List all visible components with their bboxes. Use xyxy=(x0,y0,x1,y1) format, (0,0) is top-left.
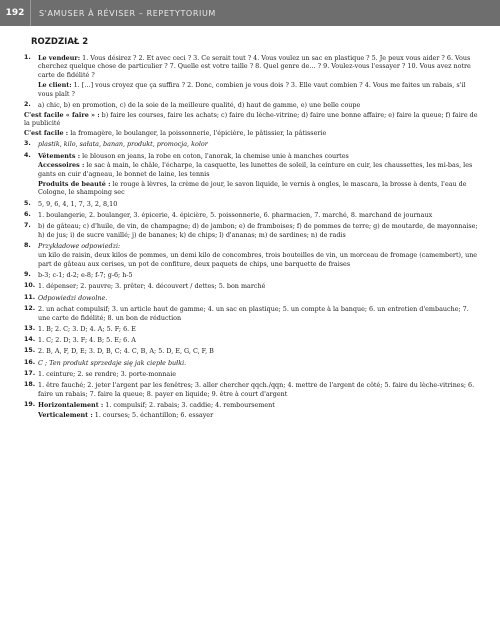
vertical-line xyxy=(38,411,478,420)
exercise-number: 4. xyxy=(24,151,31,159)
exercise-16 xyxy=(24,358,478,368)
answer-text: 1. dépenser; 2. pauvre; 3. prêter; 4. découvert / dettes; 5. bon marché xyxy=(38,282,266,291)
exercise-17 xyxy=(24,370,478,379)
exercise-number: 16. xyxy=(24,358,36,366)
exercise-19 xyxy=(24,401,478,419)
beauty-label: Produits de beauté : xyxy=(38,179,111,188)
easy-shops-text: la fromagère, le boulanger, la poissonnerie, l'épicière, le pâtissier, la pâtisserie xyxy=(70,128,327,137)
exercise-8 xyxy=(24,242,478,268)
clothes-text: le blouson en jeans, la robe en coton, l'anorak, la chemise unie à manches courtes xyxy=(82,151,349,160)
exercise-9 xyxy=(24,270,478,280)
answer-text: C ; Ten produkt sprzedaje się jak ciepłe bułki. xyxy=(38,358,187,367)
exercise-number: 13. xyxy=(24,324,36,332)
answer-text: 5, 9, 6, 4, 1, 7, 3, 2, 8,10 xyxy=(38,199,118,208)
sample-answers-label: Przykładowe odpowiedzi: xyxy=(38,242,121,251)
clothes-label: Vêtements : xyxy=(38,151,81,160)
exercise-6 xyxy=(24,210,478,220)
beauty-text: le rouge à lèvres, la crème de jour, le savon liquide, le vernis à ongles, le mascara, la brosse à dents, l'eau de Cologne, le shampoing sec xyxy=(38,179,467,197)
horizontal-line xyxy=(38,401,478,410)
exercise-number: 17. xyxy=(24,370,36,377)
answer-text: 1. boulangerie, 2. boulanger, 3. épicerie, 4. épicière, 5. poissonnerie, 6. pharmacien, 7. marché, 8. marchand de journaux xyxy=(38,210,433,219)
chapter-title: ROZDZIAŁ 2 xyxy=(31,37,89,47)
exercise-1 xyxy=(24,53,478,99)
easy-faire-label: C'est facile « faire » : xyxy=(24,110,100,119)
answer-text: b) de gâteau; c) d'huile, de vin, de champagne; d) de jambon; e) de framboises; f) de pommes de terre; g) de moutarde, de mayonnaise; h) de jus; i) de sucre vanillé; j) de bananes; k) de chips; l) d'ananas; m) de sardines; n) de radis xyxy=(38,222,478,239)
exercise-number: 19. xyxy=(24,401,36,409)
exercise-number: 1. xyxy=(24,53,31,61)
answer-text: plastik, kilo, sałata, banan, produkt, promocja, kolor xyxy=(38,140,208,149)
exercise-number: 18. xyxy=(24,381,36,389)
exercise-11 xyxy=(24,293,478,303)
exercise-number: 6. xyxy=(24,210,31,218)
exercise-4 xyxy=(24,151,478,198)
exercise-18 xyxy=(24,381,478,398)
answer-text: un kilo de raisin, deux kilos de pommes, un demi kilo de concombres, trois bouteilles de vin, un morceau de fromage (camembert), une part de gâteau aux cerises, un pot de confiture, deux paquets de chips, une barquette de fraises xyxy=(38,250,478,268)
seller-lines xyxy=(38,54,478,80)
accessories-label: Accessoires : xyxy=(38,161,85,170)
exercise-number: 15. xyxy=(24,347,36,355)
exercise-14 xyxy=(24,336,478,345)
seller-text: 1. Vous désirez ? 2. Et avec ceci ? 3. Ce serait tout ? 4. Vous voulez un sac en plastique ? 5. Je peux vous aider ? 6. Vous cherchez quelque chose de particulier ? 7. Quelle est votre taille ? 8. Quel genre de… ? 9. Voulez-vous l'essayer ? 10. Vous avez notre carte de fidélité ? xyxy=(38,53,471,80)
answer-text: 2. B, A, F, D, E; 3. D, B, C; 4. C, B, A; 5. D, E, G, C, F, B xyxy=(38,347,214,356)
horizontal-label: Horizontalement : xyxy=(38,401,104,410)
page-header xyxy=(0,0,500,26)
clothes-line xyxy=(38,152,478,161)
exercise-7 xyxy=(24,222,478,239)
exercise-2 xyxy=(24,100,478,138)
easy-shops-line xyxy=(24,129,478,138)
exercise-number: 3. xyxy=(24,140,31,148)
answer-text: a) chic, b) en promotion, c) de la soie de la meilleure qualité, d) haut de gamme, e) une belle coupe xyxy=(38,100,361,109)
answer-text: 1. ceinture; 2. se rendre; 3. porte-monnaie xyxy=(38,370,177,378)
exercise-number: 7. xyxy=(24,222,31,230)
exercise-number: 9. xyxy=(24,270,31,278)
vertical-text: 1. courses; 5. échantillon; 6. essayer xyxy=(94,411,214,419)
exercise-5 xyxy=(24,199,478,209)
running-title: S'AMUSER À RÉVISER – REPETYTORIUM xyxy=(39,8,216,18)
page-number: 192 xyxy=(5,8,25,18)
easy-shops-label: C'est facile : xyxy=(24,128,69,137)
exercise-number: 11. xyxy=(24,293,36,301)
exercise-3 xyxy=(24,140,478,149)
client-label: Le client: xyxy=(38,80,72,89)
answer-text: 1. être fauché; 2. jeter l'argent par les fenêtres; 3. aller chercher qqch./qqn; 4. mettre de l'argent de côté; 5. faire du lèche-vitrines; 6. faire un rabais; 7. faire la queue; 8. payer en liquide; 9. être à court d'argent xyxy=(38,381,475,398)
answer-key xyxy=(0,26,500,420)
exercise-number: 2. xyxy=(24,100,31,108)
accessories-line xyxy=(38,161,478,178)
horizontal-text: 1. compulsif; 2. rabais; 3. caddie; 4. remboursement xyxy=(105,401,275,410)
answer-text: 1. B; 2. C; 3. D; 4. A; 5. F; 6. E xyxy=(38,324,136,333)
exercise-number: 12. xyxy=(24,304,36,312)
answer-text: 2. un achat compulsif; 3. un article haut de gamme; 4. un sac en plastique; 5. un compte à la banque; 6. un entretien d'embauche; 7. une carte de fidélité; 8. un bon de réduction xyxy=(38,304,469,322)
exercise-15 xyxy=(24,347,478,356)
accessories-text: le sac à main, le châle, l'écharpe, la casquette, les lunettes de soleil, la ceinture en cuir, les chaussettes, les mi-bas, les gants en cuir d'agneau, le bonnet de laine, les tennis xyxy=(38,161,473,178)
seller-label: Le vendeur: xyxy=(38,53,81,62)
exercise-13 xyxy=(24,324,478,334)
client-lines xyxy=(38,81,478,98)
exercise-number: 8. xyxy=(24,242,31,250)
vertical-label: Verticalement : xyxy=(38,411,93,419)
beauty-line xyxy=(38,180,478,197)
exercise-number: 14. xyxy=(24,336,36,344)
exercise-12 xyxy=(24,304,478,322)
answer-text: 1. C; 2. D; 3. F; 4. B; 5. E; 6. A xyxy=(38,336,136,345)
exercise-number: 10. xyxy=(24,282,36,290)
answer-text: Odpowiedzi dowolne. xyxy=(38,293,108,302)
easy-faire-text: b) faire les courses, faire les achats; c) faire du lèche-vitrine; d) faire une bonne affaire; e) faire la queue; f) faire de la publicité xyxy=(24,110,478,128)
client-text: 1. […] vous croyez que ça suffira ? 2. Donc, combien je vous dois ? 3. Elle vaut combien ? 4. Vous me faites un rabais, s'il vous plaît ? xyxy=(38,80,466,98)
answer-text: b-3; c-1; d-2; e-8; f-7; g-6; h-5 xyxy=(38,270,133,279)
exercise-number: 5. xyxy=(24,199,31,207)
exercise-10 xyxy=(24,282,478,291)
easy-faire-line xyxy=(24,111,478,128)
